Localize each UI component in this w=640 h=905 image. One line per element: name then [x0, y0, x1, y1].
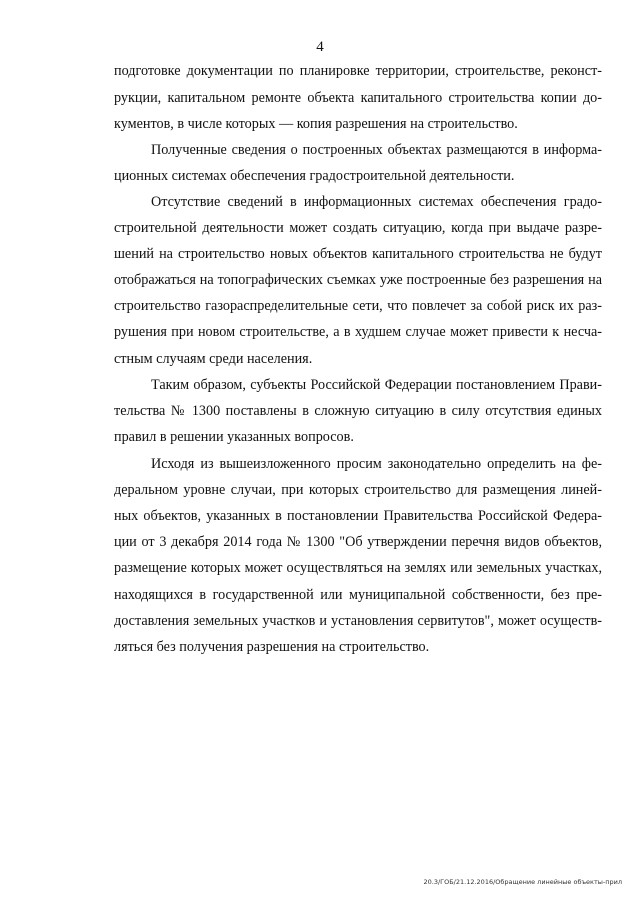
text-line: рушения при новом строительстве, а в худшем случае может привести к несча-	[114, 324, 602, 340]
text-line: правил в решении указанных вопросов.	[114, 429, 354, 445]
text-line: строительной деятельности может создать ситуацию, когда при выдаче разре-	[114, 220, 602, 236]
text-line: ции от 3 декабря 2014 года № 1300 "Об утверждении перечня видов объектов,	[114, 534, 602, 550]
text-line: шений на строительство новых объектов капитального строительства не будут	[114, 246, 602, 262]
text-line: ционных системах обеспечения градостроительной деятельности.	[114, 168, 515, 184]
text-line: Отсутствие сведений в информационных системах обеспечения градо-	[151, 194, 602, 210]
text-line: ных объектов, указанных в постановлении Правительства Российской Федера-	[114, 508, 602, 524]
text-line: рукции, капитальном ремонте объекта капитального строительства копии до-	[114, 90, 602, 106]
text-line: деральном уровне случаи, при которых строительство для размещения линей-	[114, 482, 602, 498]
text-line: строительство газораспределительные сети, что повлечет за собой риск их раз-	[114, 298, 602, 314]
text-line: доставления земельных участков и установления сервитутов", может осуществ-	[114, 613, 602, 629]
text-line: находящихся в государственной или муниципальной собственности, без пре-	[114, 587, 602, 603]
text-line: отображаться на топографических съемках уже построенные без разрешения на	[114, 272, 602, 288]
text-line: стным случаям среди населения.	[114, 351, 313, 367]
footer-document-code: 20.3/ГОБ/21.12.2016/Обращение линейные объекты-прил	[423, 878, 622, 886]
text-line: Исходя из вышеизложенного просим законодательно определить на фе-	[151, 456, 602, 472]
text-line: ляться без получения разрешения на строительство.	[114, 639, 430, 655]
text-line: размещение которых может осуществляться на землях или земельных участках,	[114, 560, 602, 576]
text-line: кументов, в числе которых — копия разрешения на строительство.	[114, 116, 518, 132]
text-line: Полученные сведения о построенных объектах размещаются в информа-	[151, 142, 602, 158]
text-line: подготовке документации по планировке территории, строительстве, реконст-	[114, 63, 602, 79]
page-number: 4	[316, 39, 324, 55]
text-line: Таким образом, субъекты Российской Федерации постановлением Прави-	[151, 377, 602, 393]
text-line: тельства № 1300 поставлены в сложную ситуацию в силу отсутствия единых	[114, 403, 602, 419]
